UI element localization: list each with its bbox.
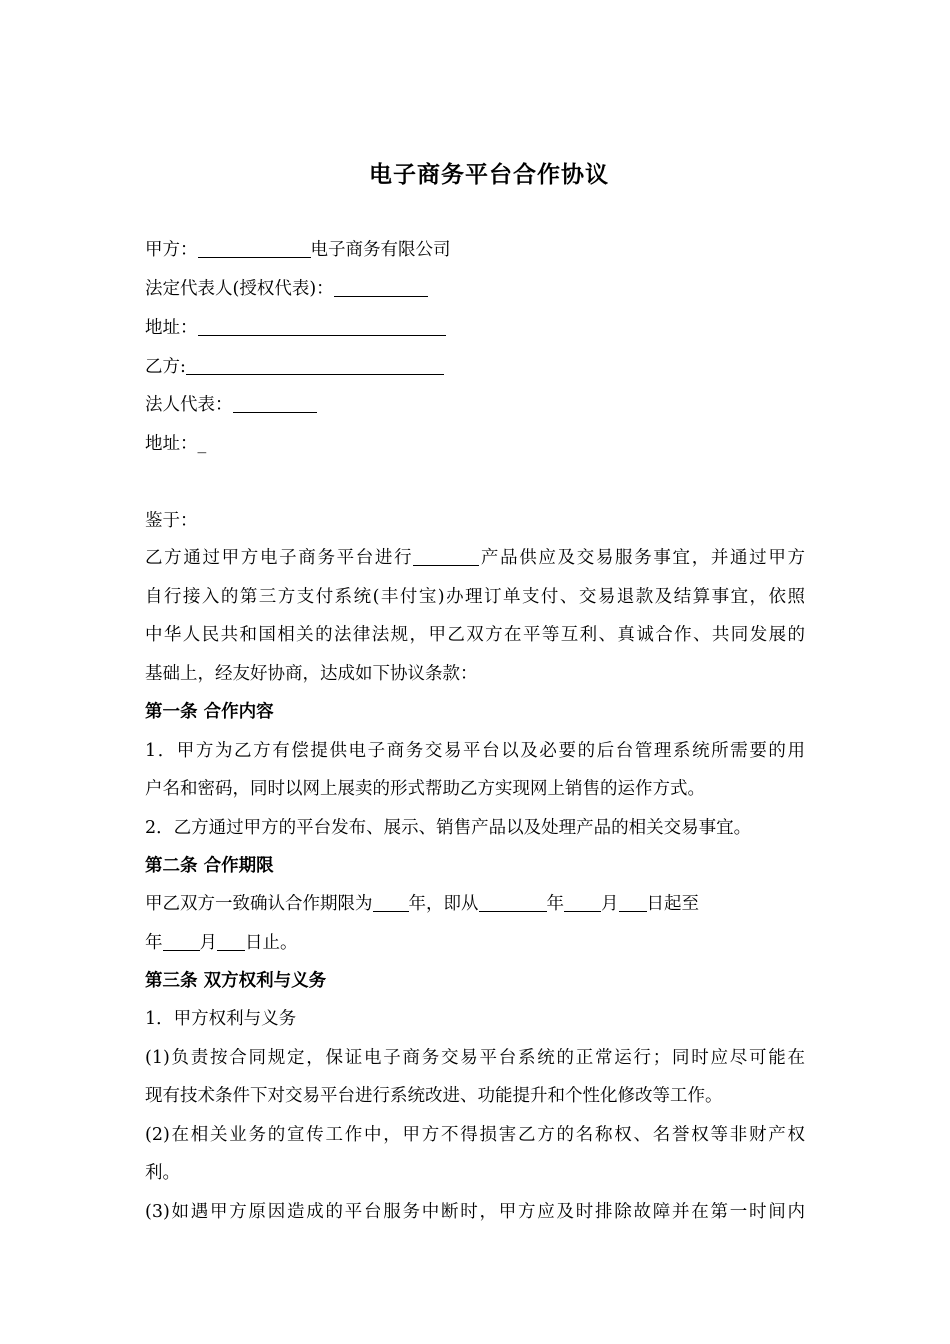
- article-3-item-1-line-1: (1)负责按合同规定，保证电子商务交易平台系统的正常运行；同时应尽可能在: [145, 1048, 805, 1068]
- start-day-blank[interactable]: [619, 893, 647, 912]
- article-1-heading: 第一条 合作内容: [145, 702, 274, 722]
- preamble-line-2: 自行接入的第三方支付系统(丰付宝)办理订单支付、交易退款及结算事宜，依照: [145, 587, 805, 607]
- article-1-item-1-line-1: 1．甲方为乙方有偿提供电子商务交易平台以及必要的后台管理系统所需要的用: [145, 741, 805, 761]
- address-a-line: [145, 316, 446, 340]
- article-3-item-3-line-1: (3)如遇甲方原因造成的平台服务中断时，甲方应及时排除故障并在第一时间内: [145, 1202, 805, 1222]
- preamble-line-3: 中华人民共和国相关的法律法规，甲乙双方在平等互利、真诚合作、共同发展的: [145, 625, 805, 645]
- article-1-item-2: 2．乙方通过甲方的平台发布、展示、销售产品以及处理产品的相关交易事宜。: [145, 818, 752, 838]
- term-text-3: 年: [546, 894, 564, 914]
- party-b-rep-label: 法人代表：: [145, 395, 233, 415]
- term-text-2: 年，即从: [408, 894, 479, 914]
- term-line-1: [145, 892, 699, 916]
- party-a-suffix: 电子商务有限公司: [310, 240, 451, 260]
- party-b-rep-blank[interactable]: [233, 394, 317, 413]
- address-b-line: [145, 432, 206, 456]
- term-text-1: 甲乙双方一致确认合作期限为: [145, 894, 373, 914]
- preamble-line-4: 基础上，经友好协商，达成如下协议条款：: [145, 664, 478, 684]
- product-blank[interactable]: [413, 547, 479, 566]
- term-text-6: 年: [145, 933, 163, 953]
- article-1-item-1-line-2: 户名和密码，同时以网上展卖的形式帮助乙方实现网上销售的运作方式。: [145, 779, 705, 799]
- term-years-blank[interactable]: [373, 893, 409, 912]
- term-text-5: 日起至: [646, 894, 699, 914]
- preamble-text-1b: 产品供应及交易服务事宜，并通过甲方: [479, 548, 806, 568]
- document-title: 电子商务平台合作协议: [369, 162, 609, 188]
- article-3-item-2-line-2: 利。: [145, 1163, 180, 1183]
- address-a-blank[interactable]: [198, 317, 446, 336]
- article-3-heading: 第三条 双方权利与义务: [145, 971, 327, 991]
- party-b-line: [145, 355, 444, 379]
- start-year-blank[interactable]: [479, 893, 547, 912]
- term-text-4: 月: [601, 894, 619, 914]
- party-b-rep-line: [145, 393, 317, 417]
- party-a-blank[interactable]: [198, 239, 311, 258]
- article-3-item-2-line-1: (2)在相关业务的宣传工作中，甲方不得损害乙方的名称权、名誉权等非财产权: [145, 1125, 805, 1145]
- article-2-heading: 第二条 合作期限: [145, 856, 274, 876]
- end-month-blank[interactable]: [163, 932, 200, 951]
- term-text-8: 日止。: [245, 933, 298, 953]
- party-a-label: 甲方：: [145, 240, 198, 260]
- party-a-line: [145, 238, 451, 262]
- preamble-line-1: [145, 546, 805, 570]
- article-3-subheading-1: 1．甲方权利与义务: [145, 1009, 297, 1029]
- legal-rep-label: 法定代表人(授权代表)：: [145, 279, 334, 299]
- term-line-2: [145, 931, 298, 955]
- end-day-blank[interactable]: [217, 932, 245, 951]
- whereas-label: 鉴于：: [145, 511, 198, 531]
- legal-rep-blank[interactable]: [334, 278, 428, 297]
- address-b-label: 地址：_: [145, 434, 207, 454]
- address-a-label: 地址：: [145, 318, 198, 338]
- party-b-label: 乙方:: [145, 357, 186, 377]
- party-b-blank[interactable]: [186, 356, 444, 375]
- preamble-text-1a: 乙方通过甲方电子商务平台进行: [145, 548, 414, 568]
- start-month-blank[interactable]: [564, 893, 601, 912]
- term-text-7: 月: [199, 933, 217, 953]
- article-3-item-1-line-2: 现有技术条件下对交易平台进行系统改进、功能提升和个性化修改等工作。: [145, 1086, 723, 1106]
- legal-rep-line: [145, 277, 428, 301]
